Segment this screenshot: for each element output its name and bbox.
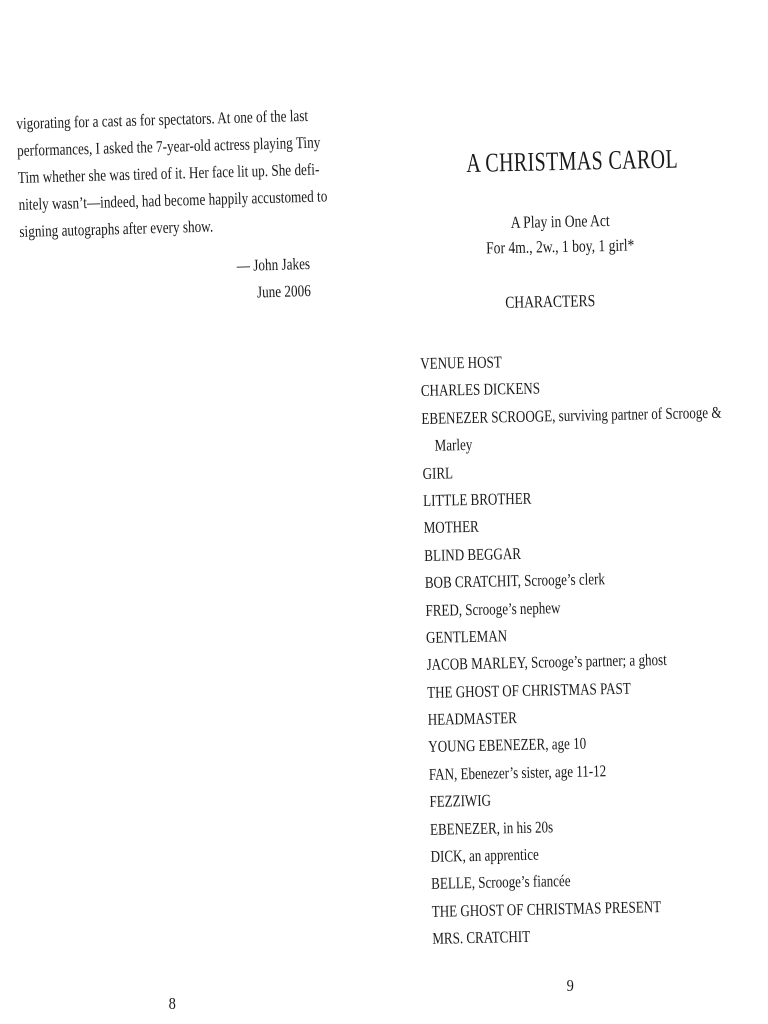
character-item-continuation: Marley — [434, 435, 473, 455]
character-item — [421, 399, 722, 460]
prose-line: vigorating for a cast as for spectators. At one of the last — [16, 105, 309, 133]
cast-breakdown: For 4m., 2w., 1 boy, 1 girl* — [485, 235, 635, 258]
character-item: CHARLES DICKENS — [420, 378, 541, 401]
character-item: FAN, Ebenezer’s sister, age 11-12 — [428, 761, 607, 784]
character-item: FRED, Scrooge’s nephew — [425, 597, 561, 620]
character-item: EBENEZER, in his 20s — [429, 816, 554, 839]
character-item: LITTLE BROTHER — [422, 488, 532, 510]
right-page — [400, 0, 768, 1024]
prose-line: nitely wasn’t—indeed, had become happily accustomed to — [18, 186, 328, 214]
left-page — [0, 0, 330, 1024]
character-item: THE GHOST OF CHRISTMAS PRESENT — [431, 896, 662, 921]
character-item: HEADMASTER — [427, 708, 518, 730]
character-item: GIRL — [422, 462, 454, 483]
character-item: VENUE HOST — [420, 352, 502, 373]
character-item: BOB CRATCHIT, Scrooge’s clerk — [424, 569, 606, 593]
signature-block — [237, 250, 312, 306]
play-title: A CHRISTMAS CAROL — [466, 143, 679, 178]
page-number-right: 9 — [566, 976, 574, 995]
character-list — [420, 344, 722, 952]
character-item: GENTLEMAN — [425, 626, 508, 647]
prose-line: Tim whether she was tired of it. Her face lit up. She defi- — [17, 159, 320, 187]
character-item: JACOB MARLEY, Scrooge’s partner; a ghost — [426, 650, 667, 675]
character-item: BLIND BEGGAR — [424, 543, 522, 565]
character-item: MOTHER — [423, 517, 479, 538]
character-item: FEZZIWIG — [429, 790, 492, 812]
signature-name: — John Jakes — [236, 253, 311, 276]
character-item-line: EBENEZER SCROOGE, surviving partner of Scrooge & — [421, 402, 722, 428]
prose-paragraph — [16, 103, 328, 245]
character-item: MRS. CRATCHIT — [432, 927, 531, 949]
signature-date: June 2006 — [256, 280, 312, 302]
characters-heading: CHARACTERS — [505, 291, 596, 312]
character-item: THE GHOST OF CHRISTMAS PAST — [426, 678, 631, 702]
prose-line: performances, I asked the 7-year-old actress playing Tiny — [16, 132, 321, 160]
character-item: BELLE, Scrooge’s fiancée — [430, 871, 571, 894]
page-number-left: 8 — [168, 994, 176, 1013]
prose-line: signing autographs after every show. — [19, 216, 214, 241]
character-item: YOUNG EBENEZER, age 10 — [428, 734, 587, 757]
character-item: DICK, an apprentice — [430, 844, 540, 866]
play-subtitle: A Play in One Act — [510, 210, 610, 233]
